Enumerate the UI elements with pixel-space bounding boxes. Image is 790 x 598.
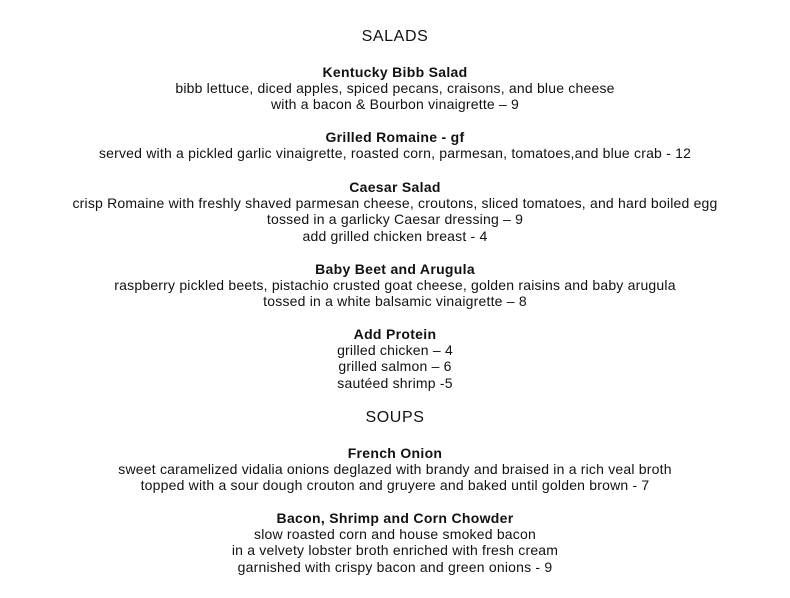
item-description-line: grilled salmon – 6 xyxy=(338,358,452,375)
item-description-line: in a velvety lobster broth enriched with fresh cream xyxy=(231,542,559,559)
menu-item-grilled-romaine xyxy=(0,129,790,161)
item-description-line: with a bacon & Bourbon vinaigrette – 9 xyxy=(270,96,520,113)
item-name: Grilled Romaine - gf xyxy=(325,129,465,145)
item-description-line: tossed in a garlicky Caesar dressing – 9 xyxy=(266,211,524,228)
item-description-line: slow roasted corn and house smoked bacon xyxy=(254,526,536,542)
item-description-line: sweet caramelized vidalia onions deglazed with brandy and braised in a rich veal broth xyxy=(118,461,672,477)
soups-heading: SOUPS xyxy=(365,409,425,426)
item-description-line: tossed in a white balsamic vinaigrette – 8 xyxy=(263,293,527,310)
item-name: Bacon, Shrimp and Corn Chowder xyxy=(276,510,514,526)
menu-item-bacon-shrimp-corn-chowder xyxy=(0,510,790,575)
item-description-line: topped with a sour dough crouton and gruyere and baked until golden brown - 7 xyxy=(140,477,650,494)
item-description-line: bibb lettuce, diced apples, spiced pecans, craisons, and blue cheese xyxy=(175,80,615,96)
item-name: Kentucky Bibb Salad xyxy=(322,64,468,80)
item-name: Add Protein xyxy=(353,326,437,342)
menu-item-kentucky-bibb-salad xyxy=(0,64,790,113)
item-name: Caesar Salad xyxy=(349,179,441,195)
item-description-line: crisp Romaine with freshly shaved parmesan cheese, croutons, sliced tomatoes, and hard boiled egg xyxy=(72,195,718,211)
item-description-line: raspberry pickled beets, pistachio crusted goat cheese, golden raisins and baby arugula xyxy=(114,277,676,293)
menu-item-caesar-salad xyxy=(0,179,790,244)
item-name: Baby Beet and Arugula xyxy=(315,261,475,277)
item-description-line: add grilled chicken breast - 4 xyxy=(302,227,488,244)
salads-heading: SALADS xyxy=(361,28,429,45)
menu-item-french-onion xyxy=(0,445,790,494)
item-description-line: served with a pickled garlic vinaigrette, roasted corn, parmesan, tomatoes,and blue crab - 12 xyxy=(98,145,692,161)
menu-item-baby-beet-and-arugula xyxy=(0,261,790,310)
item-name: French Onion xyxy=(347,445,443,461)
menu-item-add-protein xyxy=(0,326,790,391)
item-description-line: grilled chicken – 4 xyxy=(337,342,453,358)
item-description-line: sautéed shrimp -5 xyxy=(337,374,453,391)
item-description-line: garnished with crispy bacon and green onions - 9 xyxy=(237,558,553,575)
